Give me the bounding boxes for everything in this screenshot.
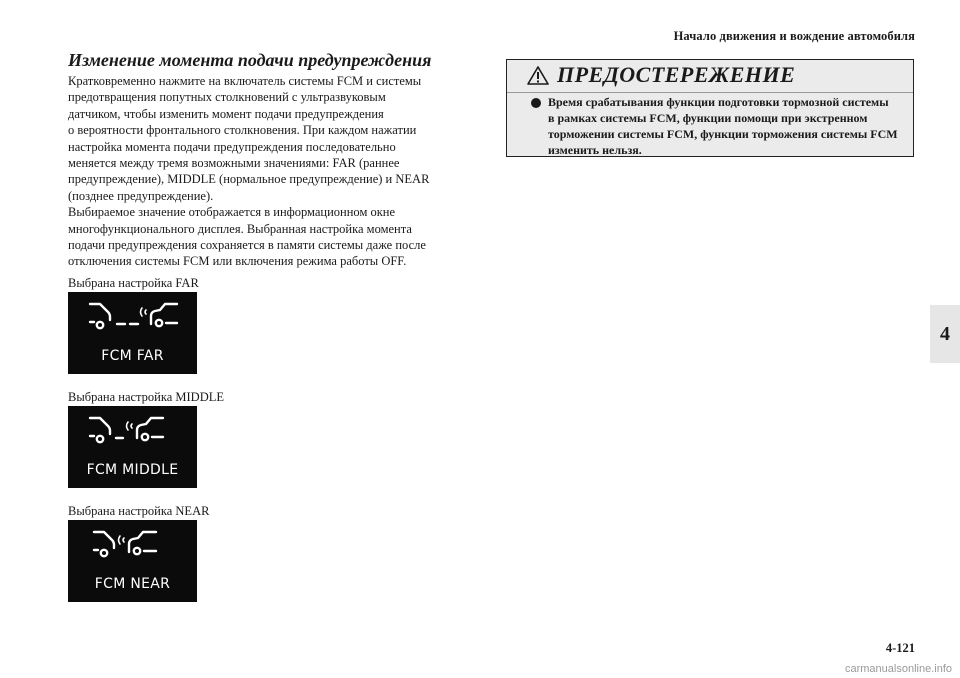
car-following-distance-far-icon xyxy=(68,292,197,342)
running-head: Начало движения и вождение автомобиля xyxy=(673,29,915,43)
display-fcm-near xyxy=(68,520,197,602)
caption-near: Выбрана настройка NEAR xyxy=(68,504,210,518)
section-body: Кратковременно нажмите на включатель системы FCM и системы предотвращения попутных столкновений с ультразвуковым датчиком, чтобы изменить момент подачи предупреждения о вероятности фронтального столкновения. При каждом нажатии настройка момента подачи предупреждения последовательно меняется между тремя возможными значениями: FAR (раннее предупреждение), MIDDLE (нормальное предупреждение) и NEAR (позднее предупреждение). Выбираемое значение отображается в информационном окне многофункционального дисплея. Выбранная настройка момента подачи предупреждения сохраняется в памяти системы даже после отключения системы FCM или включения режима работы OFF. xyxy=(68,74,430,269)
watermark: carmanualsonline.info xyxy=(844,663,952,675)
caption-far: Выбрана настройка FAR xyxy=(68,276,199,290)
display-label-far: FCM FAR xyxy=(101,348,164,364)
display-fcm-middle xyxy=(68,406,197,488)
chapter-tab: 4 xyxy=(930,305,960,363)
bullet-icon xyxy=(531,98,541,108)
caption-middle: Выбрана настройка MIDDLE xyxy=(68,390,225,404)
warning-triangle-icon xyxy=(527,66,549,85)
warning-text: Время срабатывания функции подготовки тормозной системы в рамках системы FCM, функции помощи при экстренном торможении системы FCM, функции торможения системы FCM изменить нельзя. xyxy=(548,95,898,157)
warning-title: ПРЕДОСТЕРЕЖЕНИЕ xyxy=(557,62,796,87)
page-number: 4-121 xyxy=(885,641,915,655)
car-following-distance-middle-icon xyxy=(68,406,197,456)
car-following-distance-near-icon xyxy=(68,520,197,570)
warning-box xyxy=(506,59,914,157)
display-label-middle: FCM MIDDLE xyxy=(86,462,179,478)
warning-header xyxy=(507,60,913,93)
display-fcm-far xyxy=(68,292,197,374)
section-title: Изменение момента подачи предупреждения xyxy=(68,50,432,70)
display-label-near: FCM NEAR xyxy=(94,576,171,592)
